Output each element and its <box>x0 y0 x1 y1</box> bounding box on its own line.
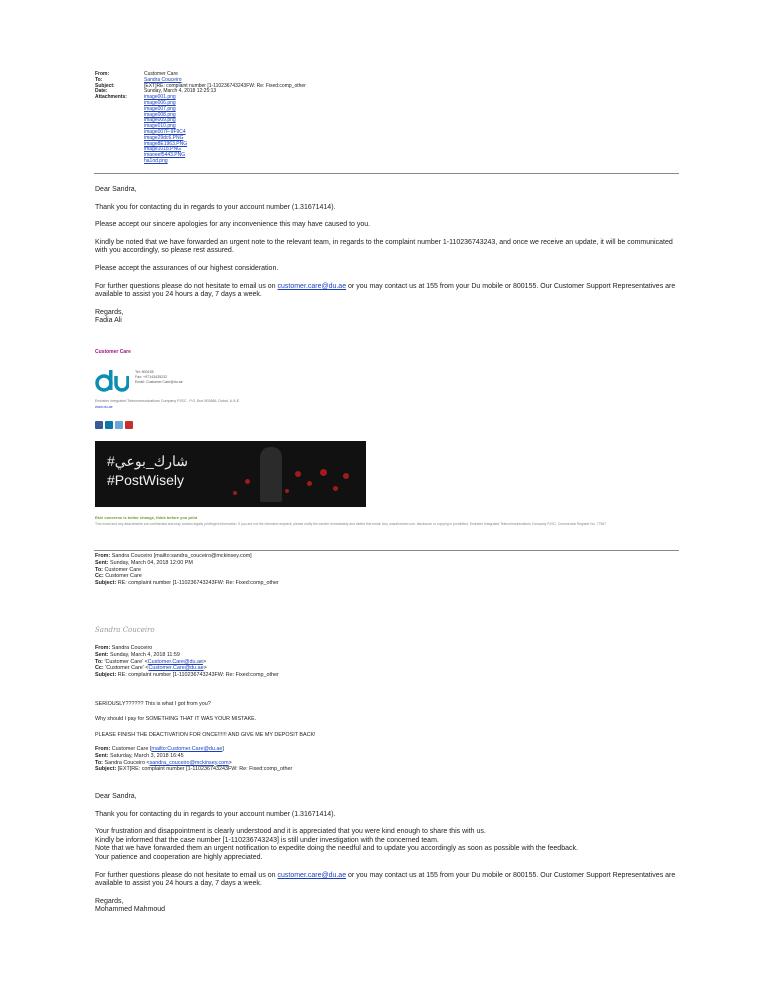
banner-arabic-text: #شارك_بوعي <box>107 453 189 469</box>
forward-header-2 <box>95 645 279 679</box>
paragraph-line: Kindly be informed that the case number [1-110236743243] is still under investigation with the concerned team. <box>95 836 439 844</box>
contact-paragraph <box>95 872 685 889</box>
forward-header-3 <box>95 746 292 773</box>
to-label: To: <box>95 658 103 665</box>
fax-line: Fax: +97143435232 <box>135 375 168 380</box>
to-value: Customer Care <box>104 566 142 573</box>
subject-label: Subject: <box>95 82 115 89</box>
banner-light <box>333 486 338 491</box>
to-value: Sandra Couceiro < <box>104 759 150 766</box>
email-link[interactable]: customer.care@du.ae <box>277 282 347 290</box>
banner-english-text: #PostWisely <box>107 472 185 488</box>
forward-divider <box>94 550 679 551</box>
attachments-list <box>144 95 306 165</box>
subject-label: Subject: <box>95 580 117 587</box>
message-line: PLEASE FINISH THE DEACTIVATION FOR ONCE!!!!!! AND GIVE ME MY DEPOSIT BACK! <box>95 732 316 738</box>
company-address: Emirates Integrated Telecommunications Company PJSC , P.O. Box 502666, Dubai, U.A.E <box>95 399 240 403</box>
attachment-link[interactable]: imaoeef5443.PNG <box>144 152 186 159</box>
date-value: Sunday, March 4, 2018 12:25:13 <box>144 88 217 95</box>
signature-contact <box>135 370 183 386</box>
paragraph: Please accept the assurances of our highest consideration. <box>95 264 279 272</box>
du-logo <box>95 368 129 394</box>
message-line: SERIOUSLY?????? This is what I got from you? <box>95 701 211 707</box>
to-value[interactable]: Sandra Couceiro <box>144 76 182 83</box>
message-line: Why should I pay for SOMETHING THAT IT WAS YOUR MISTAKE. <box>95 716 257 722</box>
attachment-link[interactable]: image008.png <box>144 111 176 118</box>
from-label: From: <box>95 746 111 752</box>
to-label: To: <box>95 759 103 766</box>
to-label: To: <box>95 76 103 83</box>
reply-body <box>95 186 685 335</box>
paragraph-line: Your frustration and disappointment is clearly understood and it is appreciated that you were kind enough to share this with us. <box>95 828 486 836</box>
environment-note: Ek/e concerns is better change, think before you print <box>95 515 198 520</box>
from-value: Customer Care <box>144 71 178 77</box>
sandra-signature: Sandra Couceiro <box>95 626 155 634</box>
subject-value: [EXT]RE: complaint number [1-110236743243FW: Re: Fixed:comp_other <box>117 766 293 773</box>
banner-light <box>343 473 349 479</box>
contact-text: or you may contact us at 155 from your Du mobile or 800155. Our Customer Support Representatives are available to assist you 24 hours a day, 7 days a week. <box>95 871 676 888</box>
to-value: 'Customer Care' < <box>104 658 148 665</box>
attachment-link[interactable]: image8E1963.PNG <box>144 140 188 147</box>
twitter-icon[interactable] <box>115 421 123 429</box>
paragraph: Kindly be noted that we have forwarded an urgent note to the relevant team, in regards to the complaint number 1-110236743243, and once we receive an update, it will be communicated with you accordingly, so please rest assured. <box>95 238 673 255</box>
forward-header-1 <box>95 553 279 587</box>
email-link[interactable]: sandra_couceiro@mckinsey.com <box>149 759 229 766</box>
greeting: Dear Sandra, <box>95 186 137 193</box>
email-line[interactable]: Email: Customer.Care@du.ae <box>135 380 183 385</box>
agent-name: Mohammed Mahmoud <box>95 906 166 914</box>
sent-value: Sunday, March 4, 2018 11:59 <box>109 651 180 658</box>
attachment-link[interactable]: image006.png <box>144 99 176 106</box>
social-icons <box>95 421 133 429</box>
email-link[interactable]: Customer.Care@du.ae <box>147 658 203 665</box>
signature-department: Customer Care <box>95 349 131 355</box>
cc-value: 'Customer Care' < <box>105 665 149 672</box>
contact-text: or you may contact us at 155 from your Du mobile or 800155. Our Customer Support Representatives are available to assist you 24 hours a day, 7 days a week. <box>95 282 676 299</box>
facebook-icon[interactable] <box>95 421 103 429</box>
agent-name: Fadia Ali <box>95 317 122 325</box>
subject-label: Subject: <box>95 766 117 773</box>
contact-paragraph <box>95 283 685 300</box>
disclaimer-text: This email and any attachments are confidential and may contain legally privileged information. If you are not the intended recipient, please notify the sender immediately and delete this email. Any unauthorised use, disclosure or copying is prohibited. Emirates Integrated Telecommunications Company PJSC, Commercial Register No. 77967 <box>95 522 607 526</box>
cc-label: Cc: <box>95 573 104 580</box>
date-label: Date: <box>95 88 108 95</box>
attachments-label: Attachments: <box>95 94 127 101</box>
website-link[interactable]: www.du.ae <box>95 405 113 409</box>
from-value: Sandra Couceiro [mailto:sandra_couceiro@mckinsey.com] <box>111 553 252 559</box>
contact-text: For further questions please do not hesitate to email us on <box>95 871 278 879</box>
paragraph-line: Your patience and cooperation are highly appreciated. <box>95 853 263 861</box>
greeting: Dear Sandra, <box>95 793 137 800</box>
from-label: From: <box>95 553 111 559</box>
postwisely-banner <box>95 441 366 507</box>
cc-value: Customer Care <box>105 573 142 580</box>
youtube-icon[interactable] <box>125 421 133 429</box>
regards: Regards, <box>95 897 124 905</box>
to-value: > <box>228 759 232 766</box>
from-value: ] <box>222 746 224 752</box>
from-value: Sandra Couceiro <box>111 645 153 651</box>
attachment-link[interactable]: image010.png <box>144 123 176 130</box>
paragraph-line: Note that we have forwarded them an urgent notification to expedite doing the needful and to update you accordingly as soon as possible with the feedback. <box>95 845 578 853</box>
sent-label: Sent: <box>95 651 109 658</box>
paragraph: Please accept our sincere apologies for any inconvenience this may have caused to you. <box>95 221 371 229</box>
cc-value: > <box>203 665 207 672</box>
tel-line: Tel: 800155 <box>135 370 154 374</box>
email-link[interactable]: customer.care@du.ae <box>277 871 347 879</box>
banner-figure <box>260 447 282 502</box>
banner-light <box>233 491 237 495</box>
subject-value: RE: complaint number [1-110236743243FW: Re: Fixed:comp_other <box>117 672 279 679</box>
sent-label: Sent: <box>95 752 109 759</box>
attachment-link[interactable]: image1018.PNG <box>144 146 181 153</box>
attachment-link[interactable]: image001.png <box>144 94 176 101</box>
header-attachments-row <box>95 95 306 165</box>
attachment-link[interactable]: ha1od.png <box>144 157 168 164</box>
banner-light <box>320 469 327 476</box>
sent-label: Sent: <box>95 559 109 566</box>
cc-label: Cc: <box>95 665 104 672</box>
attachment-link[interactable]: image007.png <box>144 105 176 112</box>
attachment-link[interactable]: image29dc6.PNG <box>144 134 184 141</box>
paragraph: Thank you for contacting du in regards to your account number (1.31671414). <box>95 810 336 818</box>
from-label: From: <box>95 645 111 651</box>
subject-label: Subject: <box>95 672 117 679</box>
subject-value: [EXT]RE: complaint number [1-110236743243FW: Re: Fixed:comp_other <box>144 82 306 89</box>
banner-light <box>307 481 312 486</box>
email-header <box>95 72 306 165</box>
linkedin-icon[interactable] <box>105 421 113 429</box>
to-value: > <box>202 658 207 665</box>
from-label: From: <box>95 71 110 77</box>
regards: Regards, <box>95 308 124 316</box>
mailto-link[interactable]: mailto:Customer.Care@du.ae <box>151 746 223 752</box>
email-link[interactable]: Customer.Care@du.ae <box>148 665 204 672</box>
banner-light <box>295 471 301 477</box>
paragraph: Thank you for contacting du in regards to your account number (1.31671414). <box>95 203 336 211</box>
banner-light <box>285 489 289 493</box>
reply-body-2 <box>95 793 685 915</box>
sent-value: Saturday, March 3, 2018 16:45 <box>109 752 184 759</box>
header-divider <box>94 173 679 174</box>
banner-light <box>245 479 250 484</box>
attachment-link[interactable]: image009.png <box>144 117 176 124</box>
subject-value: RE: complaint number [1-110236743243FW: Re: Fixed:comp_other <box>117 580 279 587</box>
sent-value: Sunday, March 04, 2018 12:00 PM <box>109 559 193 566</box>
from-value: Customer Care [ <box>111 746 152 752</box>
contact-text: For further questions please do not hesitate to email us on <box>95 282 278 290</box>
to-label: To: <box>95 566 103 573</box>
attachment-link[interactable]: image007F-9F9C4 <box>144 128 186 135</box>
